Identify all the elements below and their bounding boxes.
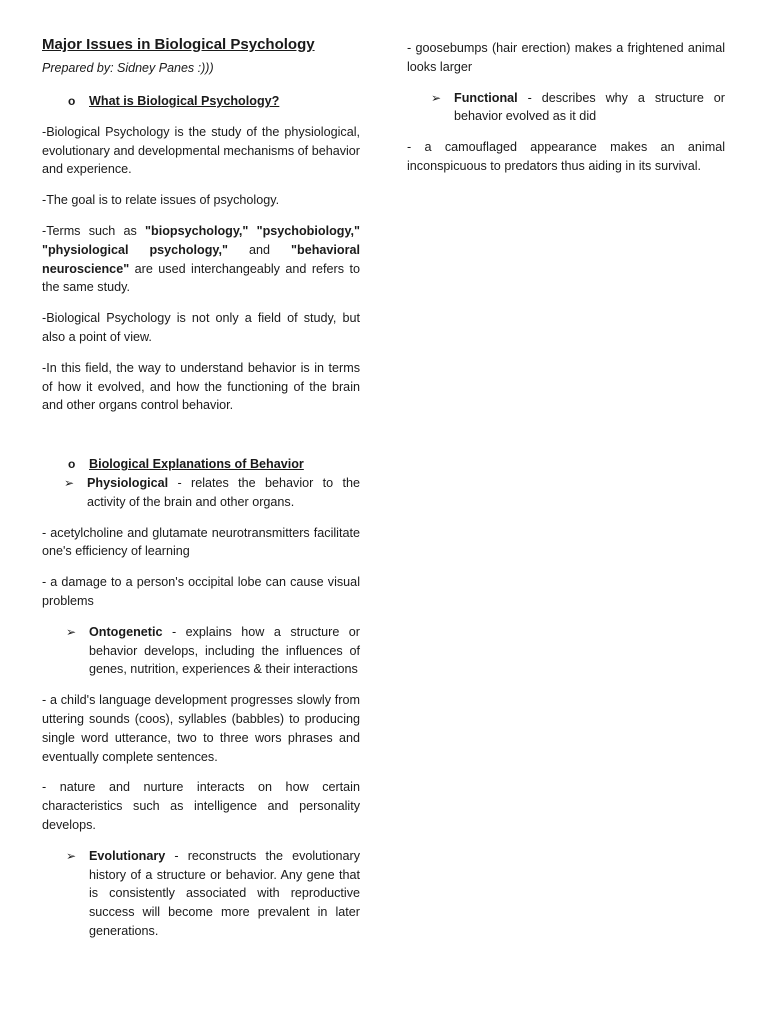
- evolutionary-description: - reconstructs the evolutionary history of a structure or behavior. Any gene that is consistently associated with reproductive success will become more prevalent in later generations.: [89, 848, 360, 938]
- example-neurotransmitters: - acetylcholine and glutamate neurotransmitters facilitate one's efficiency of learning: [42, 525, 360, 559]
- section-heading-what-is: [42, 92, 360, 111]
- terms-intro: -Terms such as: [42, 223, 146, 238]
- document-title: Major Issues in Biological Psychology: [42, 36, 315, 53]
- term-physiological-psychology: "physiological psychology,": [42, 242, 228, 257]
- paragraph-goal: -The goal is to relate issues of psychology.: [42, 193, 280, 208]
- circle-bullet-icon: o: [68, 94, 76, 108]
- term-evolutionary: Evolutionary: [89, 848, 166, 863]
- ontogenetic-description: - explains how a structure or behavior develops, including the influences of genes, nutrition, experiences & their interactions: [89, 624, 360, 677]
- right-column: [407, 39, 725, 188]
- arrow-bullet-icon: ➢: [64, 475, 75, 490]
- explanation-evolutionary: [42, 847, 360, 941]
- terms-end: are used interchangeably and refers to the same study.: [42, 261, 360, 295]
- terms-and: and: [227, 242, 292, 257]
- paragraph-understand-behavior: -In this field, the way to understand behavior is in terms of how it evolved, and how the functioning of the brain and other organs control behavior.: [42, 360, 360, 413]
- explanation-physiological: [42, 474, 360, 512]
- left-column: [42, 36, 360, 953]
- example-language-development: - a child's language development progresses slowly from uttering sounds (coos), syllables (babbles) to producing single word utterance, two to three wors phrases and eventually complete sentences.: [42, 693, 360, 764]
- paragraph-terms: [42, 222, 360, 297]
- term-functional: Functional: [454, 90, 518, 105]
- arrow-bullet-icon: ➢: [66, 624, 77, 639]
- arrow-bullet-icon: ➢: [431, 90, 442, 105]
- explanation-ontogenetic: [42, 623, 360, 679]
- paragraph-definition: -Biological Psychology is the study of the physiological, evolutionary and developmental mechanisms of behavior and experience.: [42, 124, 360, 177]
- explanation-functional: [407, 89, 725, 127]
- example-nature-nurture: - nature and nurture interacts on how certain characteristics such as intelligence and personality develops.: [42, 780, 360, 832]
- example-goosebumps: - goosebumps (hair erection) makes a frightened animal looks larger: [407, 41, 725, 74]
- section-spacer: [42, 427, 360, 455]
- section-heading-text: What is Biological Psychology?: [89, 94, 280, 108]
- section-heading-explanations: [42, 455, 360, 474]
- document-byline: Prepared by: Sidney Panes :))): [42, 61, 214, 75]
- example-occipital-lobe: - a damage to a person's occipital lobe can cause visual problems: [42, 575, 360, 608]
- arrow-bullet-icon: ➢: [66, 848, 77, 863]
- paragraph-point-of-view: -Biological Psychology is not only a field of study, but also a point of view.: [42, 311, 360, 344]
- functional-description: - describes why a structure or behavior evolved as it did: [454, 90, 725, 124]
- term-behavioral-neuroscience: "behavioral neuroscience": [42, 242, 360, 276]
- term-ontogenetic: Ontogenetic: [89, 624, 163, 639]
- physiological-description: - relates the behavior to the activity of the brain and other organs.: [87, 475, 360, 509]
- section-heading-text: Biological Explanations of Behavior: [89, 457, 304, 472]
- circle-bullet-icon: o: [68, 457, 76, 472]
- term-biopsychology: "biopsychology,": [145, 223, 249, 238]
- term-physiological: Physiological: [87, 475, 169, 490]
- example-camouflage: - a camouflaged appearance makes an animal inconspicuous to predators thus aiding in its survival.: [407, 140, 725, 173]
- term-psychobiology: "psychobiology,": [256, 223, 360, 238]
